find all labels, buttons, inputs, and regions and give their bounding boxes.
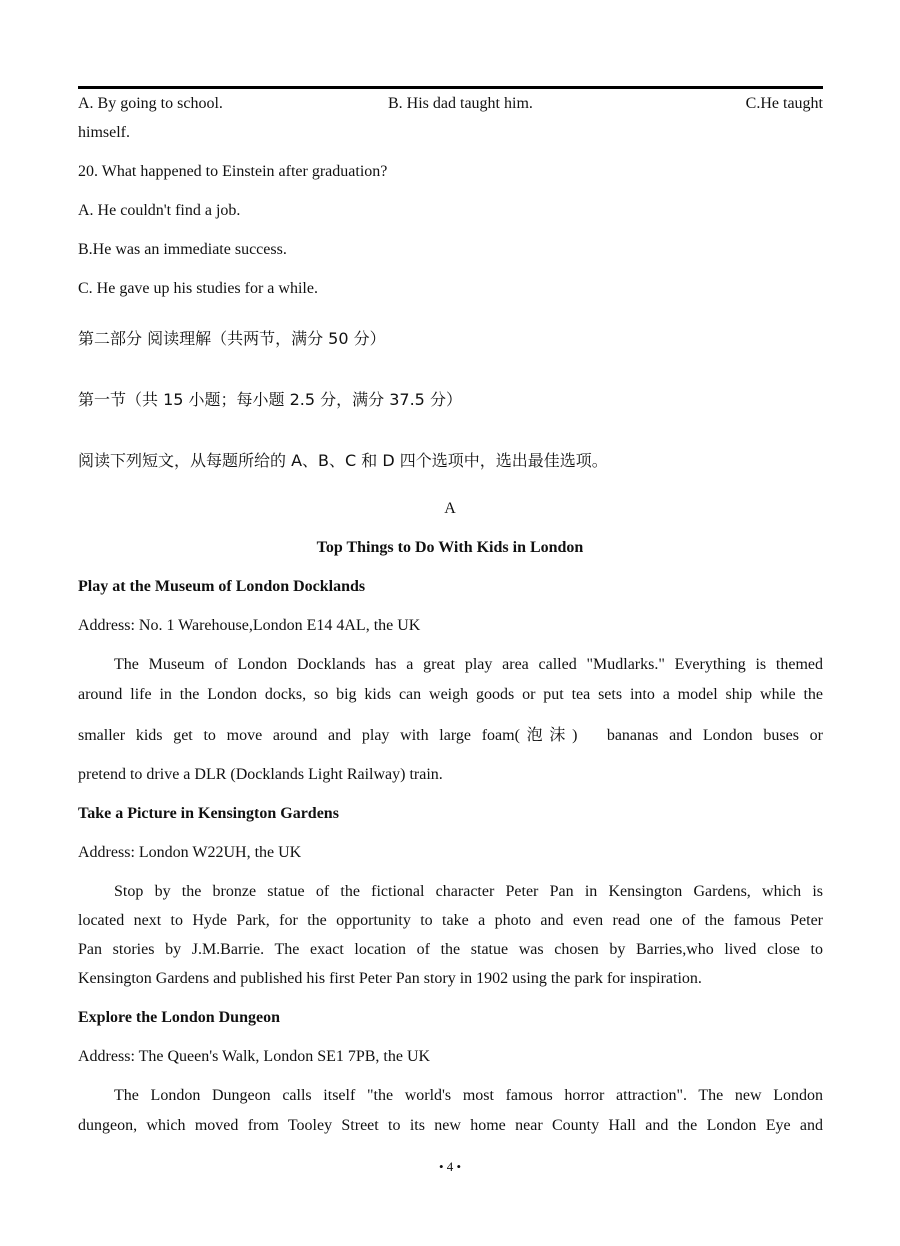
q20-question: 20. What happened to Einstein after graduation? [78, 163, 388, 180]
paragraph-line: pretend to drive a DLR (Docklands Light Railway) train. [78, 766, 443, 783]
q19-option-c: C.He taught [745, 95, 823, 112]
passage-title: Top Things to Do With Kids in London [316, 539, 584, 556]
paragraph-line: The Museum of London Docklands has a great play area called "Mudlarks." Everything is themed [114, 656, 823, 673]
section-heading: Take a Picture in Kensington Gardens [78, 805, 339, 822]
paragraph-line: smaller kids get to move around and play with large foam(泡沫) bananas and London buses or [78, 727, 823, 744]
passage-letter: A [444, 500, 456, 517]
section1-heading: 第一节（共 15 小题；每小题 2.5 分，满分 37.5 分） [78, 390, 462, 409]
section-heading: Play at the Museum of London Docklands [78, 578, 366, 595]
q19-option-a: A. By going to school. [78, 95, 223, 112]
section-address: Address: The Queen's Walk, London SE1 7PB, the UK [78, 1048, 431, 1065]
paragraph-line: dungeon, which moved from Tooley Street to its new home near County Hall and the London Eye and [78, 1117, 823, 1134]
q19-option-b: B. His dad taught him. [388, 95, 533, 112]
section-address: Address: No. 1 Warehouse,London E14 4AL, the UK [78, 617, 421, 634]
paragraph-line: around life in the London docks, so big kids can weigh goods or put tea sets into a model ship while the [78, 686, 823, 703]
q19-option-c-cont: himself. [78, 124, 130, 141]
paragraph-line: Pan stories by J.M.Barrie. The exact location of the statue was chosen by Barries,who lived close to [78, 941, 823, 958]
q20-option-a: A. He couldn't find a job. [78, 202, 241, 219]
top-rule [78, 86, 823, 89]
page-number: • 4 • [438, 1159, 462, 1174]
section-address: Address: London W22UH, the UK [78, 844, 302, 861]
q20-option-b: B.He was an immediate success. [78, 241, 287, 258]
paragraph-line: Stop by the bronze statue of the fictional character Peter Pan in Kensington Gardens, which is [114, 883, 823, 900]
part2-heading: 第二部分 阅读理解（共两节，满分 50 分） [78, 329, 386, 348]
q20-option-c: C. He gave up his studies for a while. [78, 280, 318, 297]
paragraph-line: Kensington Gardens and published his first Peter Pan story in 1902 using the park for inspiration. [78, 970, 702, 987]
instructions: 阅读下列短文，从每题所给的 A、B、C 和 D 四个选项中，选出最佳选项。 [78, 451, 608, 470]
section-heading: Explore the London Dungeon [78, 1009, 280, 1026]
paragraph-line: The London Dungeon calls itself "the world's most famous horror attraction". The new London [114, 1087, 823, 1104]
paragraph-line: located next to Hyde Park, for the opportunity to take a photo and even read one of the famous Peter [78, 912, 823, 929]
